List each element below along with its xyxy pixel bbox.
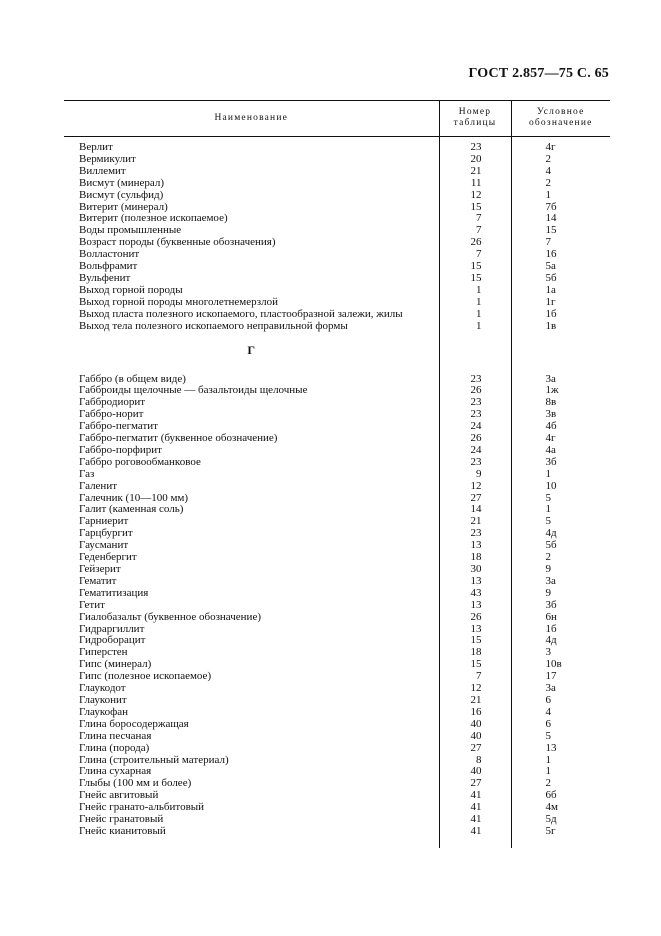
table-row xyxy=(64,731,610,743)
table-row xyxy=(64,588,610,600)
entry-name: Выход горной породы многолетнемерзлой xyxy=(79,296,278,308)
entry-name: Гнейс гранато-альбитовый xyxy=(79,802,205,814)
entry-name: Гиалобазальт (буквенное обозначение) xyxy=(79,611,261,623)
header-symbol-line2: обозначение xyxy=(528,118,593,128)
entry-table-number: 26 xyxy=(439,433,511,445)
header-table-number xyxy=(439,101,511,137)
entry-table-number: 15 xyxy=(439,659,511,671)
entry-symbol: 5а xyxy=(511,261,610,273)
entry-table-number: 30 xyxy=(439,564,511,576)
table-row xyxy=(64,814,610,826)
entry-name: Выход пласта полезного ископаемого, пластообразной залежи, жилы xyxy=(79,308,403,320)
entry-name: Галенит xyxy=(79,480,118,492)
table-row xyxy=(64,433,610,445)
entry-name: Гидраргиллит xyxy=(79,623,145,635)
table-row xyxy=(64,659,610,671)
table-row xyxy=(64,409,610,421)
entry-symbol: 5д xyxy=(511,814,610,826)
entry-table-number: 13 xyxy=(439,540,511,552)
table-row xyxy=(64,755,610,767)
header-name: Наименование xyxy=(64,101,439,137)
entry-symbol: 1 xyxy=(511,766,610,778)
entry-name: Габбро роговообманковое xyxy=(79,456,201,468)
table-row xyxy=(64,178,610,190)
entry-symbol: 1а xyxy=(511,285,610,297)
table-row xyxy=(64,190,610,202)
entry-table-number: 13 xyxy=(439,624,511,636)
entry-name: Висмут (минерал) xyxy=(79,177,165,189)
table-row xyxy=(64,297,610,309)
entry-symbol: 13 xyxy=(511,743,610,755)
entry-table-number: 41 xyxy=(439,814,511,826)
entry-symbol: 5б xyxy=(511,540,610,552)
entry-symbol: 14 xyxy=(511,213,610,225)
entry-table-number: 23 xyxy=(439,457,511,469)
entry-symbol: 2 xyxy=(511,778,610,790)
entry-name: Гематитизация xyxy=(79,587,149,599)
entry-table-number: 20 xyxy=(439,154,511,166)
entry-symbol: 4а xyxy=(511,445,610,457)
table-row xyxy=(64,516,610,528)
entry-name: Глина (порода) xyxy=(79,742,150,754)
entry-symbol: 3 xyxy=(511,647,610,659)
table-row xyxy=(64,695,610,707)
entry-table-number: 18 xyxy=(439,647,511,659)
entry-symbol: 6б xyxy=(511,790,610,802)
entry-table-number: 23 xyxy=(439,409,511,421)
entry-name: Выход горной породы xyxy=(79,284,183,296)
table-row xyxy=(64,309,610,321)
entry-name: Галит (каменная соль) xyxy=(79,504,184,516)
entry-table-number: 9 xyxy=(439,469,511,481)
entry-name: Гипс (полезное ископаемое) xyxy=(79,671,212,683)
entry-table-number: 13 xyxy=(439,576,511,588)
entry-name: Гнейс кианитовый xyxy=(79,825,166,837)
table-row xyxy=(64,766,610,778)
table-header-row xyxy=(64,101,610,137)
table-row xyxy=(64,285,610,297)
entry-table-number: 27 xyxy=(439,493,511,505)
entry-symbol: 1 xyxy=(511,504,610,516)
entry-name: Гидроборацит xyxy=(79,635,146,647)
entry-symbol: 4б xyxy=(511,421,610,433)
entry-symbol: 16 xyxy=(511,249,610,261)
entry-name: Выход тела полезного ископаемого неправильной формы xyxy=(79,320,348,332)
entry-name: Возраст породы (буквенные обозначения) xyxy=(79,237,276,249)
entry-name: Вольфрамит xyxy=(79,261,138,273)
index-table xyxy=(64,100,610,848)
entry-table-number: 41 xyxy=(439,802,511,814)
entry-table-number: 7 xyxy=(439,249,511,261)
entry-name: Газ xyxy=(79,468,95,480)
entry-table-number: 7 xyxy=(439,671,511,683)
table-row xyxy=(64,778,610,790)
section-heading-row xyxy=(64,333,610,368)
entry-symbol: 6н xyxy=(511,612,610,624)
entry-symbol: 9 xyxy=(511,564,610,576)
table-row xyxy=(64,261,610,273)
table-row xyxy=(64,374,610,386)
entry-name: Гарцбургит xyxy=(79,528,133,540)
entry-name: Воды промышленные xyxy=(79,225,182,237)
entry-table-number: 16 xyxy=(439,707,511,719)
table-row xyxy=(64,213,610,225)
table-row xyxy=(64,600,610,612)
entry-symbol: 2 xyxy=(511,178,610,190)
entry-name: Висмут (сульфид) xyxy=(79,189,164,201)
entry-name: Витерит (полезное ископаемое) xyxy=(79,213,228,225)
table-row xyxy=(64,719,610,731)
entry-symbol: 15 xyxy=(511,225,610,237)
entry-symbol: 6 xyxy=(511,695,610,707)
entry-symbol: 6 xyxy=(511,719,610,731)
entry-table-number: 1 xyxy=(439,297,511,309)
entry-name: Глыбы (100 мм и более) xyxy=(79,778,192,790)
entry-table-number: 11 xyxy=(439,178,511,190)
table-row xyxy=(64,743,610,755)
entry-table-number: 7 xyxy=(439,225,511,237)
entry-name: Габбро (в общем виде) xyxy=(79,373,186,385)
header-symbol xyxy=(511,101,610,137)
entry-table-number: 40 xyxy=(439,766,511,778)
entry-name: Гематит xyxy=(79,575,117,587)
entry-symbol: 1б xyxy=(511,309,610,321)
entry-symbol: 4д xyxy=(511,635,610,647)
entry-name: Гарниерит xyxy=(79,516,129,528)
table-row xyxy=(64,397,610,409)
entry-table-number: 15 xyxy=(439,261,511,273)
table-row xyxy=(64,826,610,838)
table-row xyxy=(64,202,610,214)
entry-name: Гаусманит xyxy=(79,540,129,552)
table-row xyxy=(64,237,610,249)
entry-name: Глауконит xyxy=(79,694,127,706)
entry-name: Глина сухарная xyxy=(79,766,152,778)
entry-table-number: 7 xyxy=(439,213,511,225)
entry-symbol: 5 xyxy=(511,493,610,505)
table-row xyxy=(64,445,610,457)
entry-table-number: 40 xyxy=(439,731,511,743)
entry-symbol: 3а xyxy=(511,374,610,386)
entry-table-number: 26 xyxy=(439,385,511,397)
entry-symbol: 2 xyxy=(511,154,610,166)
entry-name: Геденбергит xyxy=(79,552,137,564)
spacer-row xyxy=(64,838,610,848)
entry-name: Глина песчаная xyxy=(79,730,152,742)
section-letter: Г xyxy=(247,343,256,358)
entry-name: Габброиды щелочные — базальтоиды щелочные xyxy=(79,385,308,397)
entry-table-number: 18 xyxy=(439,552,511,564)
entry-symbol: 9 xyxy=(511,588,610,600)
table-row xyxy=(64,540,610,552)
entry-symbol: 2 xyxy=(511,552,610,564)
header-number-line2: таблицы xyxy=(453,118,497,128)
entry-table-number: 12 xyxy=(439,481,511,493)
entry-table-number: 41 xyxy=(439,790,511,802)
table-row xyxy=(64,481,610,493)
entry-table-number: 1 xyxy=(439,321,511,333)
entry-name: Гнейс гранатовый xyxy=(79,814,164,826)
entry-symbol: 4 xyxy=(511,166,610,178)
entry-table-number: 1 xyxy=(439,309,511,321)
entry-symbol: 5б xyxy=(511,273,610,285)
table-row xyxy=(64,225,610,237)
table-row xyxy=(64,385,610,397)
entry-symbol: 7 xyxy=(511,237,610,249)
table-row xyxy=(64,457,610,469)
table-row xyxy=(64,683,610,695)
entry-table-number: 24 xyxy=(439,445,511,457)
entry-name: Витерит (минерал) xyxy=(79,201,168,213)
table-row xyxy=(64,321,610,333)
table-row xyxy=(64,635,610,647)
entry-name: Гетит xyxy=(79,599,105,611)
entry-name: Габбро-пегматит xyxy=(79,421,158,433)
entry-symbol: 5г xyxy=(511,826,610,838)
entry-symbol: 17 xyxy=(511,671,610,683)
entry-symbol: 3а xyxy=(511,576,610,588)
entry-table-number: 12 xyxy=(439,190,511,202)
entry-name: Вермикулит xyxy=(79,153,136,165)
entry-table-number: 15 xyxy=(439,273,511,285)
table-row xyxy=(64,802,610,814)
entry-name: Глаукофан xyxy=(79,706,129,718)
entry-name: Глаукодот xyxy=(79,683,126,695)
entry-name: Гнейс авгитовый xyxy=(79,790,159,802)
table-row xyxy=(64,528,610,540)
table-row xyxy=(64,624,610,636)
entry-table-number: 23 xyxy=(439,397,511,409)
entry-table-number: 13 xyxy=(439,600,511,612)
entry-table-number: 23 xyxy=(439,528,511,540)
entry-symbol: 4м xyxy=(511,802,610,814)
table-row xyxy=(64,469,610,481)
entry-table-number: 26 xyxy=(439,237,511,249)
entry-table-number: 8 xyxy=(439,755,511,767)
entry-name: Глина боросодержащая xyxy=(79,718,189,730)
entry-name: Гейзерит xyxy=(79,564,121,575)
entry-table-number: 41 xyxy=(439,826,511,838)
entry-symbol: 1 xyxy=(511,469,610,481)
entry-name: Галечник (10—100 мм) xyxy=(79,492,189,504)
entry-symbol: 3б xyxy=(511,457,610,469)
table-row xyxy=(64,671,610,683)
entry-table-number: 26 xyxy=(439,612,511,624)
entry-symbol: 4 xyxy=(511,707,610,719)
table-row xyxy=(64,612,610,624)
entry-table-number: 24 xyxy=(439,421,511,433)
table-row xyxy=(64,552,610,564)
table-row xyxy=(64,273,610,285)
entry-symbol: 4г xyxy=(511,433,610,445)
page-header: ГОСТ 2.857—75 С. 65 xyxy=(468,66,609,81)
table-row xyxy=(64,790,610,802)
entry-name: Габбро-норит xyxy=(79,409,144,421)
entry-symbol: 7б xyxy=(511,202,610,214)
table-row xyxy=(64,707,610,719)
entry-name: Гипс (минерал) xyxy=(79,659,152,671)
entry-symbol: 1г xyxy=(511,297,610,309)
entry-name: Габбро-порфирит xyxy=(79,444,162,456)
entry-table-number: 23 xyxy=(439,142,511,154)
entry-table-number: 15 xyxy=(439,202,511,214)
entry-symbol: 8в xyxy=(511,397,610,409)
entry-symbol: 1б xyxy=(511,624,610,636)
entry-table-number: 21 xyxy=(439,166,511,178)
table-row xyxy=(64,504,610,516)
entry-table-number: 27 xyxy=(439,743,511,755)
table-row xyxy=(64,166,610,178)
entry-name: Виллемит xyxy=(79,165,126,177)
entry-symbol: 10 xyxy=(511,481,610,493)
entry-symbol: 10в xyxy=(511,659,610,671)
header-symbol-line1: Условное xyxy=(536,107,585,117)
entry-table-number: 23 xyxy=(439,374,511,386)
header-number-line1: Номер xyxy=(458,107,492,117)
entry-table-number: 21 xyxy=(439,695,511,707)
table-body xyxy=(64,137,610,848)
entry-table-number: 43 xyxy=(439,588,511,600)
entry-table-number: 21 xyxy=(439,516,511,528)
table-row xyxy=(64,576,610,588)
entry-table-number: 15 xyxy=(439,635,511,647)
entry-symbol: 3б xyxy=(511,600,610,612)
entry-symbol: 4д xyxy=(511,528,610,540)
table-row xyxy=(64,421,610,433)
table-row xyxy=(64,493,610,505)
entry-name: Верлит xyxy=(79,142,113,153)
entry-name: Габбро-пегматит (буквенное обозначение) xyxy=(79,433,278,445)
entry-symbol: 1 xyxy=(511,755,610,767)
entry-name: Габбродиорит xyxy=(79,397,146,409)
entry-symbol: 3а xyxy=(511,683,610,695)
table-row xyxy=(64,142,610,154)
entry-name: Гиперстен xyxy=(79,647,128,659)
entry-table-number: 14 xyxy=(439,504,511,516)
entry-table-number: 27 xyxy=(439,778,511,790)
entry-symbol: 5 xyxy=(511,516,610,528)
entry-symbol: 1в xyxy=(511,321,610,333)
table-row xyxy=(64,154,610,166)
entry-symbol: 4г xyxy=(511,142,610,154)
entry-name: Вульфенит xyxy=(79,272,131,284)
entry-table-number: 40 xyxy=(439,719,511,731)
entry-table-number: 12 xyxy=(439,683,511,695)
entry-symbol: 1 xyxy=(511,190,610,202)
table-row xyxy=(64,564,610,576)
table-row xyxy=(64,249,610,261)
entry-name: Волластонит xyxy=(79,249,140,261)
entry-symbol: 3в xyxy=(511,409,610,421)
entry-name: Глина (строительный материал) xyxy=(79,754,229,766)
entry-table-number: 1 xyxy=(439,285,511,297)
table-row xyxy=(64,647,610,659)
entry-symbol: 5 xyxy=(511,731,610,743)
entry-symbol: 1ж xyxy=(511,385,610,397)
